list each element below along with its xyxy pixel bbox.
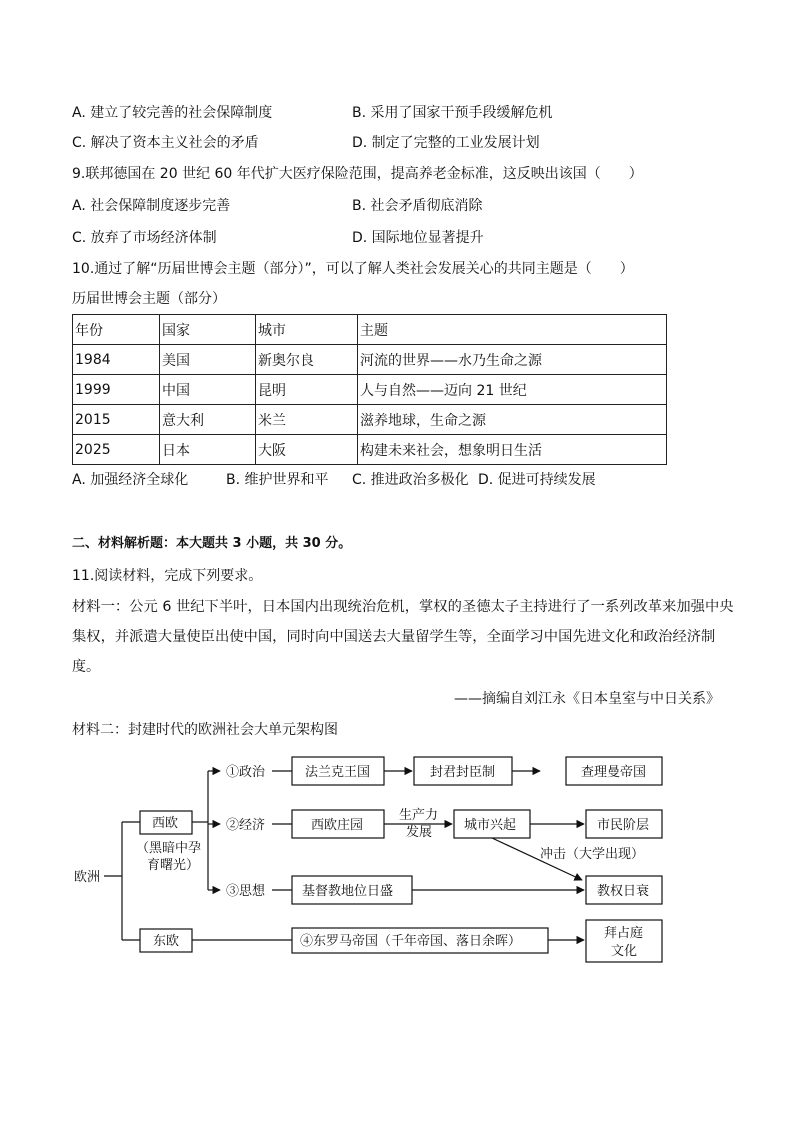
cell-city: 昆明 (256, 375, 358, 405)
box-church-rising: 基督教地位日盛 (302, 884, 394, 899)
cell-theme: 人与自然——迈向 21 世纪 (358, 375, 667, 405)
material-2-title: 材料二：封建时代的欧洲社会大单元架构图 (72, 722, 338, 738)
label-thought: ③思想 (226, 884, 266, 899)
cell-country: 日本 (160, 435, 256, 465)
section-heading: 二、材料解析题：本大题共 3 小题，共 30 分。 (72, 536, 352, 551)
q8-option-c: C. 解决了资本主义社会的矛盾 (72, 135, 259, 151)
cell-theme: 构建未来社会，想象明日生活 (358, 435, 667, 465)
header-year: 年份 (73, 315, 160, 345)
q10-option-c: C. 推进政治多极化 (352, 472, 469, 488)
label-east-europe: 东欧 (153, 934, 180, 949)
q11-stem: 11.阅读材料，完成下列要求。 (72, 568, 263, 584)
label-economy: ②经济 (226, 818, 266, 833)
q9-stem: 9.联邦德国在 20 世纪 60 年代扩大医疗保险范围，提高养老金标准，这反映出该国（ ） (72, 166, 643, 182)
label-europe: 欧洲 (74, 870, 101, 885)
cell-theme: 河流的世界——水乃生命之源 (358, 345, 667, 375)
box-western-manor: 西欧庄园 (311, 818, 364, 833)
label-productivity-2: 发展 (406, 825, 433, 840)
box-papal-decline: 教权日衰 (597, 884, 650, 899)
cell-country: 中国 (160, 375, 256, 405)
cell-city: 新奥尔良 (256, 345, 358, 375)
box-frankish-kingdom: 法兰克王国 (305, 765, 371, 780)
cell-country: 意大利 (160, 405, 256, 435)
material-1-source: ——摘编自刘江永《日本皇室与中日关系》 (454, 691, 720, 707)
label-west-europe: 西欧 (152, 816, 179, 831)
cell-city: 米兰 (256, 405, 358, 435)
label-impact: 冲击（大学出现） (540, 847, 645, 862)
cell-year: 1984 (73, 345, 160, 375)
box-rise-of-cities: 城市兴起 (464, 818, 517, 833)
q8-option-a: A. 建立了较完善的社会保障制度 (72, 105, 273, 121)
label-west-note-2: 育曙光） (147, 858, 200, 873)
cell-country: 美国 (160, 345, 256, 375)
box-byzantine-culture-1: 拜占庭 (604, 926, 644, 941)
cell-city: 大阪 (256, 435, 358, 465)
cell-year: 1999 (73, 375, 160, 405)
q9-option-d: D. 国际地位显著提升 (352, 230, 484, 246)
q9-option-c: C. 放弃了市场经济体制 (72, 230, 217, 246)
q10-option-a: A. 加强经济全球化 (72, 472, 189, 488)
q8-option-b: B. 采用了国家干预手段缓解危机 (352, 105, 553, 121)
material-1-line-3: 度。 (72, 659, 100, 675)
box-byzantine-culture-2: 文化 (611, 944, 638, 959)
label-west-note-1: （黑暗中孕 (136, 841, 202, 856)
q10-option-d: D. 促进可持续发展 (478, 472, 596, 488)
cell-year: 2015 (73, 405, 160, 435)
label-productivity-1: 生产力 (399, 808, 439, 823)
header-city: 城市 (256, 315, 358, 345)
material-1-line-2: 集权，并派遣大量使臣出使中国，同时向中国送去大量留学生等，全面学习中国先进文化和政治经济制 (72, 629, 716, 645)
q10-stem: 10.通过了解“历届世博会主题（部分）”，可以了解人类社会发展关心的共同主题是（ ） (72, 261, 634, 277)
q10-option-b: B. 维护世界和平 (226, 472, 329, 488)
header-country: 国家 (160, 315, 256, 345)
cell-year: 2025 (73, 435, 160, 465)
box-burghers: 市民阶层 (597, 818, 650, 833)
q9-option-a: A. 社会保障制度逐步完善 (72, 198, 231, 214)
header-theme: 主题 (358, 315, 667, 345)
label-politics: ①政治 (226, 765, 266, 780)
material-1-line-1: 材料一：公元 6 世纪下半叶，日本国内出现统治危机，掌权的圣德太子主持进行了一系列改革来加强中央 (72, 599, 734, 615)
q8-option-d: D. 制定了完整的工业发展计划 (352, 135, 540, 151)
box-feudal-vassalage: 封君封臣制 (430, 765, 496, 780)
box-carolingian-empire: 查理曼帝国 (581, 765, 647, 780)
table-title: 历届世博会主题（部分） (72, 291, 226, 307)
q9-option-b: B. 社会矛盾彻底消除 (352, 198, 483, 214)
box-byzantine-empire: ④东罗马帝国（千年帝国、落日余晖） (300, 934, 522, 949)
cell-theme: 滋养地球，生命之源 (358, 405, 667, 435)
